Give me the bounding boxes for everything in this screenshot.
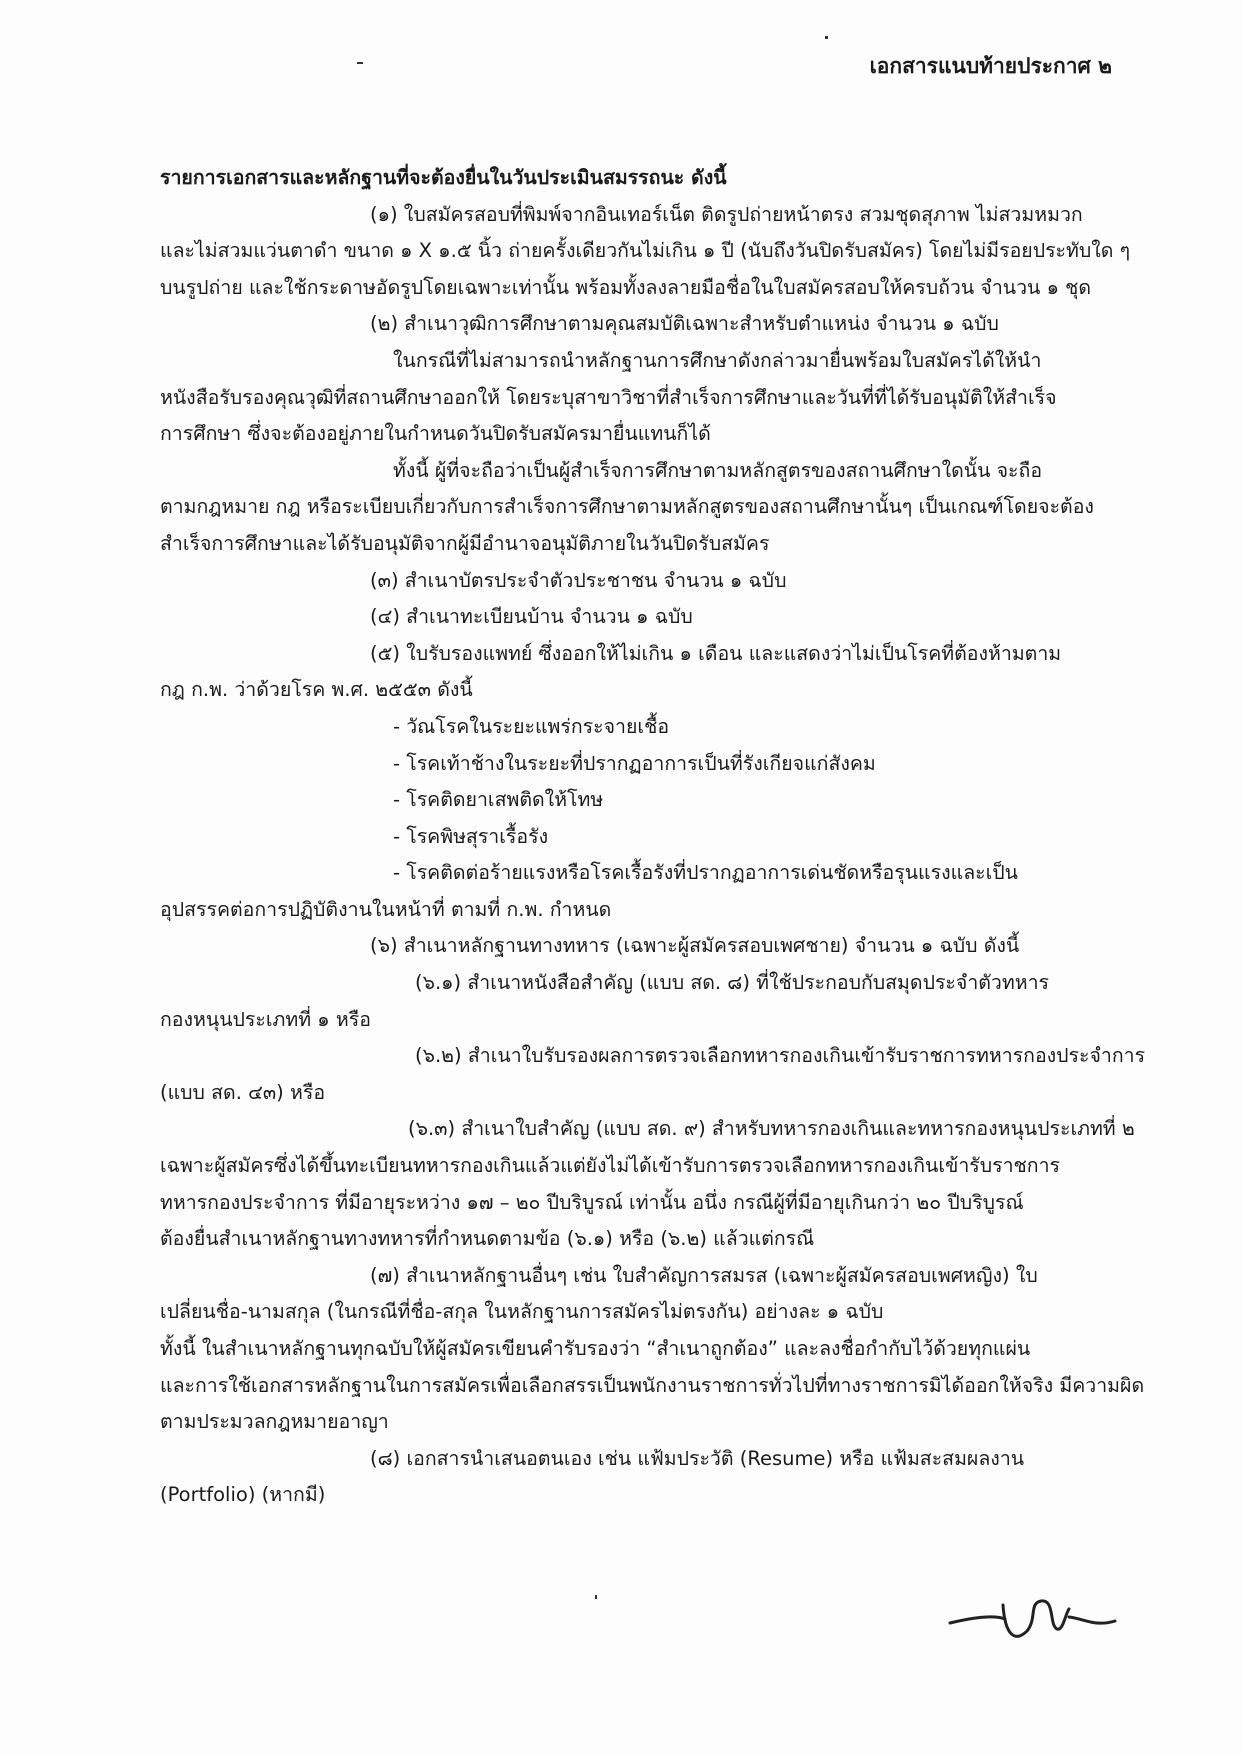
item-2-line: ในกรณีที่ไม่สามารถนำหลักฐานการศึกษาดังกล่าวมายื่นพร้อมใบสมัครได้ให้นำ	[393, 348, 1042, 372]
item-1-line: (๑) ใบสมัครสอบที่พิมพ์จากอินเทอร์เน็ต ติดรูปถ่ายหน้าตรง สวมชุดสุภาพ ไม่สวมหมวก	[370, 202, 1083, 226]
item-6-3-line: (๖.๓) สำเนาใบสำคัญ (แบบ สด. ๙) สำหรับทหารกองเกินและทหารกองหนุนประเภทที่ ๒	[408, 1117, 1135, 1141]
item-1-line: และไม่สวมแว่นตาดำ ขนาด ๑ X ๑.๕ นิ้ว ถ่ายครั้งเดียวกันไม่เกิน ๑ ปี (นับถึงวันปิดรับสมัคร) โดยไม่มีรอยประทับใด ๆ	[160, 239, 1131, 263]
item-7-line: (๗) สำเนาหลักฐานอื่นๆ เช่น ใบสำคัญการสมรส (เฉพาะผู้สมัครสอบเพศหญิง) ใบ	[370, 1263, 1038, 1287]
scan-speck	[825, 36, 828, 39]
item-6-1-line: (๖.๑) สำเนาหนังสือสำคัญ (แบบ สด. ๘) ที่ใช้ประกอบกับสมุดประจำตัวทหาร	[415, 971, 1050, 995]
item-2-line: (๒) สำเนาวุฒิการศึกษาตามคุณสมบัติเฉพาะสำหรับตำแหน่ง จำนวน ๑ ฉบับ	[370, 312, 999, 336]
item-7-line: เปลี่ยนชื่อ-นามสกุล (ในกรณีที่ชื่อ-สกุล ในหลักฐานการสมัครไม่ตรงกัน) อย่างละ ๑ ฉบับ	[160, 1300, 884, 1324]
scan-speck	[595, 1595, 597, 1599]
item-6-1-line: กองหนุนประเภทที่ ๑ หรือ	[160, 1007, 371, 1031]
item-6-2-line: (แบบ สด. ๔๓) หรือ	[160, 1080, 326, 1104]
disease-list-item: - โรคติดต่อร้ายแรงหรือโรคเรื้อรังที่ปรากฏอาการเด่นชัดหรือรุนแรงและเป็น	[393, 861, 1018, 885]
item-5-line: กฎ ก.พ. ว่าด้วยโรค พ.ศ. ๒๕๕๓ ดังนี้	[160, 678, 473, 702]
item-2-line: ตามกฎหมาย กฎ หรือระเบียบเกี่ยวกับการสำเร็จการศึกษาตามหลักสูตรของสถานศึกษานั้นๆ เป็นเกณฑ์โดยจะต้อง	[160, 495, 1094, 519]
item-1-line: บนรูปถ่าย และใช้กระดาษอัดรูปโดยเฉพาะเท่านั้น พร้อมทั้งลงลายมือชื่อในใบสมัครสอบให้ครบถ้วน จำนวน ๑ ชุด	[160, 275, 1092, 299]
item-6-3-line: ทหารกองประจำการ ที่มีอายุระหว่าง ๑๗ – ๒๐ ปีบริบูรณ์ เท่านั้น อนึ่ง กรณีผู้ที่มีอายุเกินกว่า ๒๐ ปีบริบูรณ์	[160, 1190, 1024, 1214]
item-2-line: การศึกษา ซึ่งจะต้องอยู่ภายในกำหนดวันปิดรับสมัครมายื่นแทนก็ได้	[160, 422, 711, 446]
disease-list-item: - โรคเท้าช้างในระยะที่ปรากฏอาการเป็นที่รังเกียจแก่สังคม	[393, 751, 876, 775]
attachment-label: เอกสารแนบท้ายประกาศ ๒	[869, 54, 1112, 78]
item-2-line: สำเร็จการศึกษาและได้รับอนุมัติจากผู้มีอำนาจอนุมัติภายในวันปิดรับสมัคร	[160, 531, 770, 555]
document-title: รายการเอกสารและหลักฐานที่จะต้องยื่นในวันประเมินสมรรถนะ ดังนี้	[160, 166, 727, 189]
scan-speck	[357, 62, 363, 64]
disease-list-item: - โรคพิษสุราเรื้อรัง	[393, 824, 549, 848]
certification-note-line: และการใช้เอกสารหลักฐานในการสมัครเพื่อเลือกสรรเป็นพนักงานราชการทั่วไปที่ทางราชการมิได้ออกให้จริง มีความผิด	[160, 1373, 1145, 1397]
document-body	[160, 160, 1146, 1514]
certification-note-line: ตามประมวลกฎหมายอาญา	[160, 1410, 389, 1434]
item-6-line: (๖) สำเนาหลักฐานทางทหาร (เฉพาะผู้สมัครสอบเพศชาย) จำนวน ๑ ฉบับ ดังนี้	[370, 934, 1020, 958]
certification-note-line: ทั้งนี้ ในสำเนาหลักฐานทุกฉบับให้ผู้สมัครเขียนคำรับรองว่า “สำเนาถูกต้อง” และลงชื่อกำกับไว้ด้วยทุกแผ่น	[160, 1337, 1031, 1360]
item-6-2-line: (๖.๒) สำเนาใบรับรองผลการตรวจเลือกทหารกองเกินเข้ารับราชการทหารกองประจำการ	[415, 1044, 1146, 1068]
item-8-line: (๘) เอกสารนำเสนอตนเอง เช่น แฟ้มประวัติ (Resume) หรือ แฟ้มสะสมผลงาน	[370, 1446, 1025, 1470]
item-8-line: (Portfolio) (หากมี)	[160, 1483, 326, 1507]
item-2-line: หนังสือรับรองคุณวุฒิที่สถานศึกษาออกให้ โดยระบุสาขาวิชาที่สำเร็จการศึกษาและวันที่ที่ได้รับอนุมัติให้สำเร็จ	[160, 385, 1057, 409]
item-5-line: (๕) ใบรับรองแพทย์ ซึ่งออกให้ไม่เกิน ๑ เดือน และแสดงว่าไม่เป็นโรคที่ต้องห้ามตาม	[370, 641, 1062, 665]
item-2-line: ทั้งนี้ ผู้ที่จะถือว่าเป็นผู้สำเร็จการศึกษาตามหลักสูตรของสถานศึกษาใดนั้น จะถือ	[393, 458, 1043, 482]
signature-mark	[945, 1585, 1135, 1655]
disease-list-item: - โรคติดยาเสพติดให้โทษ	[393, 788, 604, 812]
item-3-line: (๓) สำเนาบัตรประจำตัวประชาชน จำนวน ๑ ฉบับ	[370, 568, 787, 592]
item-6-3-line: ต้องยื่นสำเนาหลักฐานทางทหารที่กำหนดตามข้อ (๖.๑) หรือ (๖.๒) แล้วแต่กรณี	[160, 1227, 815, 1251]
item-4-line: (๔) สำเนาทะเบียนบ้าน จำนวน ๑ ฉบับ	[370, 605, 693, 629]
disease-list-item: - วัณโรคในระยะแพร่กระจายเชื้อ	[393, 714, 670, 738]
item-6-3-line: เฉพาะผู้สมัครซึ่งได้ขึ้นทะเบียนทหารกองเกินแล้วแต่ยังไม่ได้เข้ารับการตรวจเลือกทหารกองเกินเข้ารับราชการ	[160, 1154, 1061, 1178]
disease-list-item: อุปสรรคต่อการปฏิบัติงานในหน้าที่ ตามที่ ก.พ. กำหนด	[160, 897, 612, 921]
